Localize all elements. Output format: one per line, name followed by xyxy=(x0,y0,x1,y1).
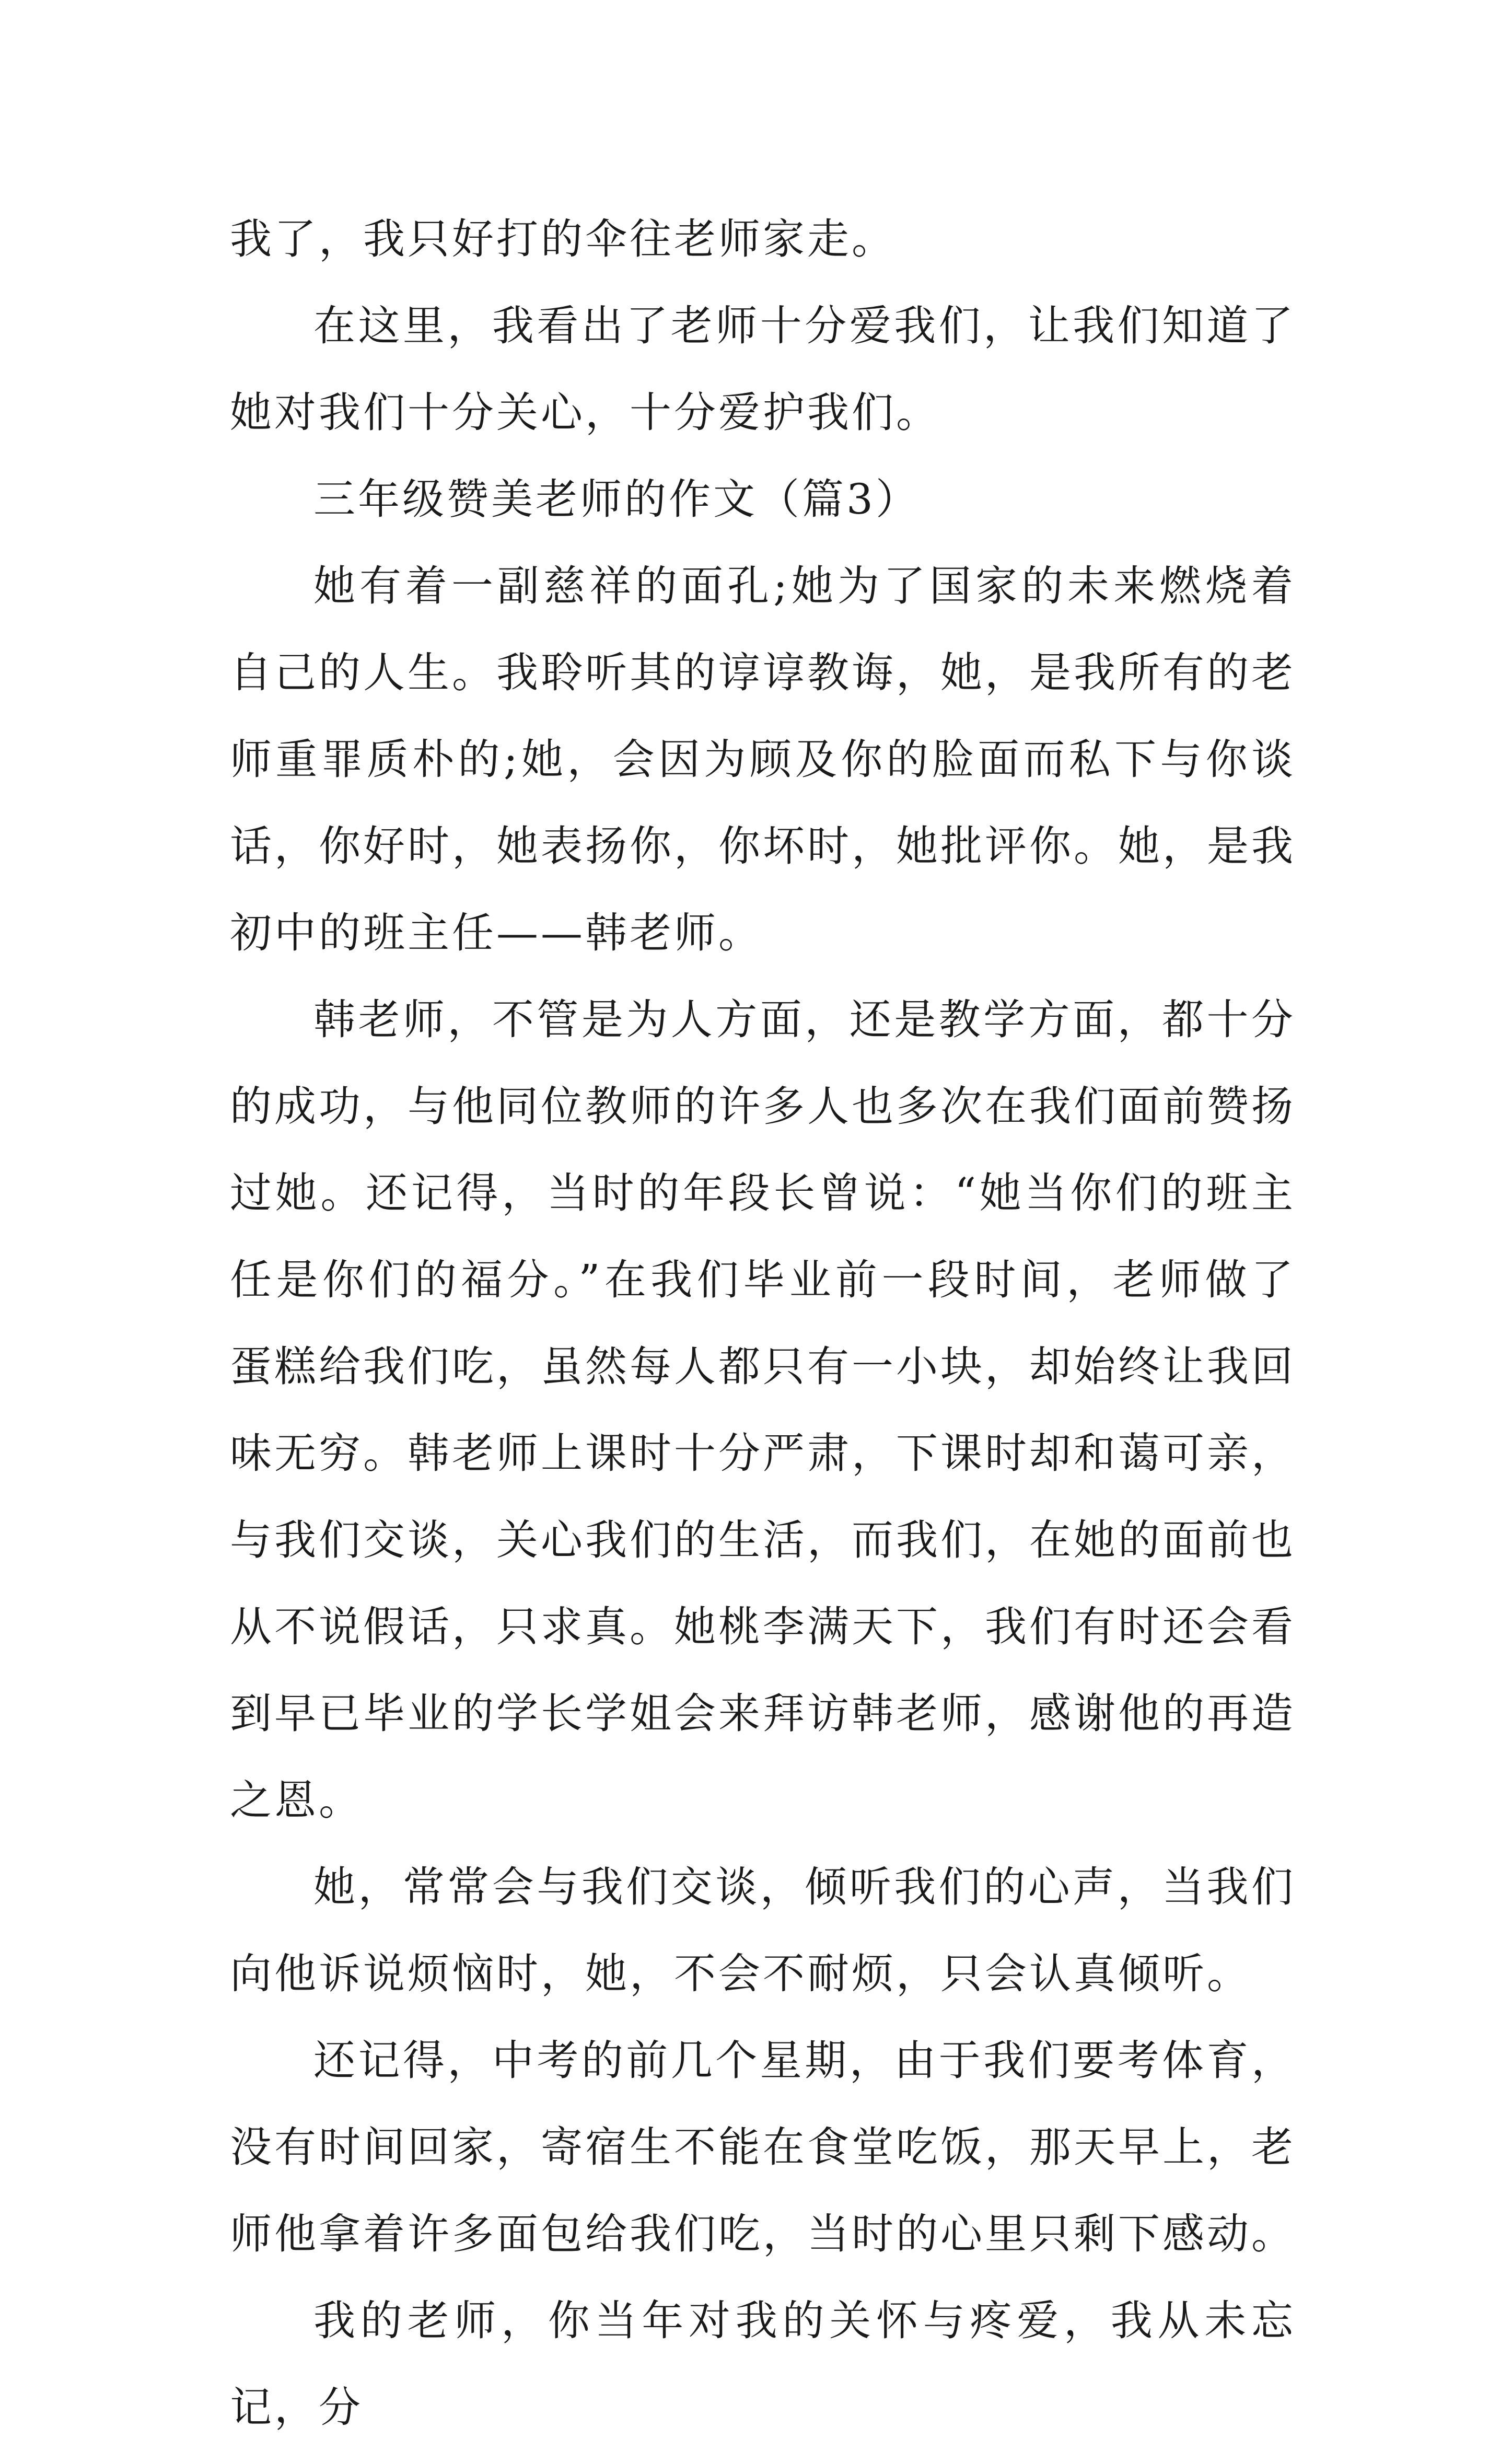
paragraph: 在这里，我看出了老师十分爱我们，让我们知道了她对我们十分关心，十分爱护我们。 xyxy=(230,301,1296,437)
paragraph: 我的老师，你当年对我的关怀与疼爱，我从未忘记，分 xyxy=(230,2296,1296,2432)
paragraph-continuation: 我了，我只好打的伞往老师家走。 xyxy=(230,215,896,263)
paragraph: 还记得，中考的前几个星期，由于我们要考体育，没有时间回家，寄宿生不能在食堂吃饭，那天早上，老师他拿着许多面包给我们吃，当时的心里只剩下感动。 xyxy=(230,2036,1296,2258)
paragraph: 她有着一副慈祥的面孔;她为了国家的未来燃烧着自己的人生。我聆听其的谆谆教诲，她，是我所有的老师重罪质朴的;她，会因为顾及你的脸面而私下与你谈话，你好时，她表扬你，你坏时，她批评你。她，是我初中的班主任——韩老师。 xyxy=(230,562,1296,957)
section-heading: 三年级赞美老师的作文（篇3） xyxy=(313,475,920,524)
paragraph: 韩老师，不管是为人方面，还是教学方面，都十分的成功，与他同位教师的许多人也多次在我们面前赞扬过她。还记得，当时的年段长曾说：“她当你们的班主任是你们的福分。”在我们毕业前一段时间，老师做了蛋糕给我们吃，虽然每人都只有一小块，却始终让我回味无穷。韩老师上课时十分严肃，下课时却和蔼可亲，与我们交谈，关心我们的生活，而我们，在她的面前也从不说假话，只求真。她桃李满天下，我们有时还会看到早已毕业的学长学姐会来拜访韩老师，感谢他的再造之恩。 xyxy=(230,995,1296,1825)
body-text xyxy=(230,196,1296,2451)
paragraph: 她，常常会与我们交谈，倾听我们的心声，当我们向他诉说烦恼时，她，不会不耐烦，只会认真倾听。 xyxy=(230,1863,1296,1998)
